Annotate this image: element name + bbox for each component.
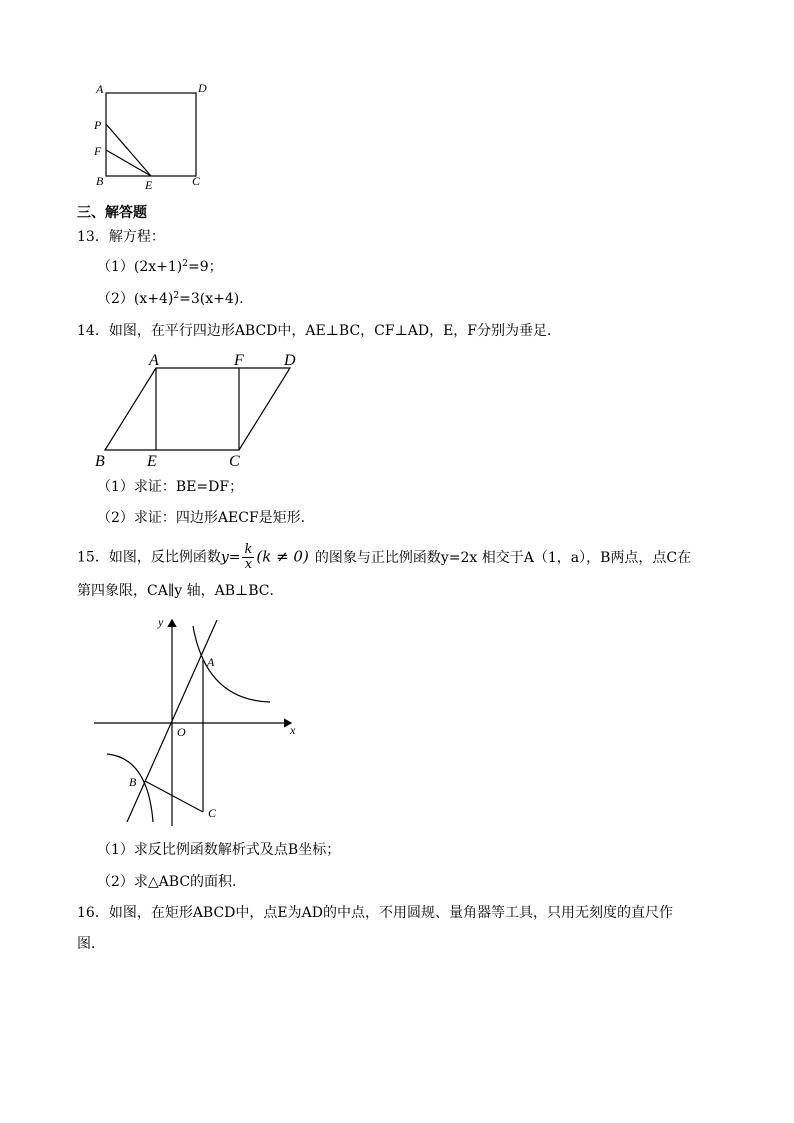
label-b: B	[96, 174, 104, 188]
label-b: B	[95, 453, 105, 470]
hyperbola-branch-1	[193, 626, 270, 702]
figure-square-abcd	[88, 78, 218, 193]
segment-fe	[106, 150, 151, 176]
formula-condition: (k ≠ 0)	[256, 547, 309, 566]
figure-parallelogram	[88, 348, 308, 473]
label-b: B	[129, 775, 137, 789]
figure-coordinate-plane	[90, 612, 305, 832]
q14-part1: （1）求证：BE=DF；	[97, 479, 244, 495]
label-o: O	[177, 725, 186, 739]
q14-stem: 14．如图，在平行四边形ABCD中，AE⊥BC，CF⊥AD，E，F分别为垂足．	[77, 323, 562, 339]
q14-part2: （2）求证：四边形AECF是矩形．	[97, 510, 315, 526]
label-y: y	[158, 615, 164, 629]
q13-part2	[97, 289, 253, 309]
q15-stem-a: 15．如图，反比例函数	[77, 549, 221, 566]
label-a: A	[207, 655, 215, 669]
label-e: E	[145, 178, 153, 192]
label-c: C	[192, 174, 201, 188]
q16-line2: 图．	[77, 936, 105, 952]
section-title: 三、解答题	[77, 205, 147, 221]
label-f: F	[94, 144, 102, 158]
parallelogram-outline	[105, 368, 290, 450]
formula-x: x	[244, 557, 253, 572]
q15-formula	[221, 543, 309, 572]
segment-bc	[145, 781, 203, 812]
formula-k: k	[244, 542, 253, 557]
q15-part1: （1）求反比例函数解析式及点B坐标；	[97, 842, 341, 858]
q13-part2-tail: =3(x+4)．	[179, 291, 254, 307]
q16-line1: 16．如图，在矩形ABCD中，点E为AD的中点，不用圆规、量角器等工具，只用无刻度的直尺作	[77, 905, 673, 921]
label-a: A	[96, 82, 104, 96]
label-d: D	[198, 81, 207, 95]
q15-stem-line2: 第四象限，CA∥y 轴，AB⊥BC．	[77, 583, 284, 599]
label-c: C	[208, 806, 217, 820]
square-outline	[106, 93, 196, 176]
q15-stem-b: 的图象与正比例函数y=2x 相交于A（1，a），B两点，点C在	[314, 549, 692, 566]
label-e: E	[147, 453, 157, 470]
label-a: A	[149, 352, 159, 369]
label-d: D	[284, 352, 296, 369]
q13-part2-main: （2）(x+4)	[97, 291, 174, 307]
q13-part1-main: （1）(2x+1)	[97, 259, 183, 275]
label-f: F	[234, 352, 244, 369]
q15-part2: （2）求△ABC的面积．	[97, 874, 247, 890]
q15-stem-line1	[77, 543, 691, 579]
q13-part2-exp: 2	[173, 291, 180, 301]
formula-y: y	[220, 549, 229, 566]
label-c: C	[229, 453, 240, 470]
formula-fraction	[242, 543, 254, 572]
q13-part1-tail: =9；	[188, 259, 223, 275]
label-x: x	[290, 723, 296, 737]
label-p: P	[94, 118, 102, 132]
segment-pe	[106, 124, 151, 176]
formula-eq: =	[228, 549, 241, 566]
q13-part1	[97, 257, 223, 277]
q13-part1-exp: 2	[182, 259, 189, 269]
q13-stem: 13．解方程：	[77, 229, 165, 245]
